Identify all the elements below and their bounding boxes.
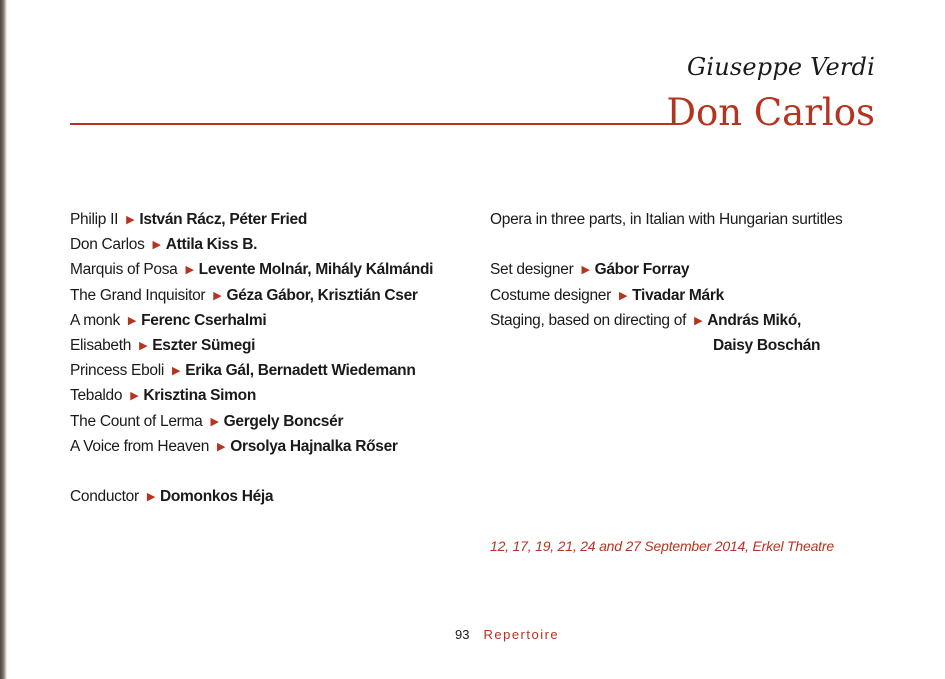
triangle-right-icon: ▶ xyxy=(139,339,148,352)
performer-names: Gergely Boncsér xyxy=(223,412,344,430)
role-label: Elisabeth xyxy=(70,336,132,354)
triangle-right-icon: ▶ xyxy=(146,491,155,504)
cast-row xyxy=(70,358,433,383)
credit-row xyxy=(490,257,843,282)
cast-row xyxy=(70,207,433,232)
performer-names: Eszter Sümegi xyxy=(152,336,256,354)
triangle-right-icon: ▶ xyxy=(619,289,628,302)
triangle-right-icon: ▶ xyxy=(127,314,137,327)
triangle-right-icon: ▶ xyxy=(581,264,590,277)
triangle-right-icon: ▶ xyxy=(210,415,219,428)
performer-names: Levente Molnár, Mihály Kálmándi xyxy=(198,261,434,279)
section-name: Repertoire xyxy=(483,627,560,642)
credit-row xyxy=(490,283,843,308)
credit-name: Tivadar Márk xyxy=(632,286,724,304)
opera-description xyxy=(490,207,843,232)
cast-row xyxy=(70,383,433,408)
cast-row xyxy=(70,283,433,308)
triangle-right-icon: ▶ xyxy=(152,239,161,252)
spacer xyxy=(70,459,433,484)
spacer xyxy=(490,232,843,257)
role-label: Staging, based on directing of xyxy=(490,311,687,329)
opera-title: Don Carlos xyxy=(666,91,875,134)
production-info xyxy=(490,207,843,358)
page-footer xyxy=(455,627,559,642)
role-label: Philip II xyxy=(70,211,119,228)
triangle-right-icon: ▶ xyxy=(130,390,139,403)
performer-names: Ferenc Cserhalmi xyxy=(141,311,267,329)
role-label: Conductor xyxy=(70,488,139,506)
role-label: The Count of Lerma xyxy=(70,412,203,430)
conductor-row xyxy=(70,484,433,509)
composer-name: Giuseppe Verdi xyxy=(686,53,875,81)
performer-names: Orsolya Hajnalka Rőser xyxy=(230,437,398,455)
performer-names: Attila Kiss B. xyxy=(165,236,258,254)
role-label: Don Carlos xyxy=(70,236,145,254)
performance-dates: 12, 17, 19, 21, 24 and 27 September 2014, Erkel Theatre xyxy=(490,538,834,554)
role-label: Set designer xyxy=(490,261,574,279)
role-label: Marquis of Posa xyxy=(70,261,178,279)
cast-row xyxy=(70,409,433,434)
cast-row xyxy=(70,308,433,333)
role-label: Princess Eboli xyxy=(70,362,165,380)
cast-row xyxy=(70,333,433,358)
credit-name: András Mikó, xyxy=(707,311,801,329)
credit-row-continued xyxy=(490,333,843,358)
triangle-right-icon: ▶ xyxy=(213,289,222,302)
conductor-name: Domonkos Héja xyxy=(160,488,274,506)
credit-name: Daisy Boschán xyxy=(713,336,821,354)
title-rule xyxy=(70,123,679,125)
triangle-right-icon: ▶ xyxy=(217,440,226,453)
triangle-right-icon: ▶ xyxy=(126,214,135,226)
role-label: Costume designer xyxy=(490,286,611,304)
performer-names: Erika Gál, Bernadett Wiedemann xyxy=(185,362,416,380)
triangle-right-icon: ▶ xyxy=(185,264,194,277)
triangle-right-icon: ▶ xyxy=(694,314,703,327)
cast-row xyxy=(70,232,433,257)
role-label: Tebaldo xyxy=(70,387,123,405)
performer-names: Krisztina Simon xyxy=(143,387,257,405)
performer-names: István Rácz, Péter Fried xyxy=(139,211,307,228)
cast-list xyxy=(70,207,433,509)
credit-row xyxy=(490,308,843,333)
performer-names: Géza Gábor, Krisztián Cser xyxy=(226,286,418,304)
credit-name: Gábor Forray xyxy=(594,261,690,279)
cast-row xyxy=(70,257,433,282)
page-edge-shadow xyxy=(0,0,7,679)
cast-row xyxy=(70,434,433,459)
triangle-right-icon: ▶ xyxy=(172,365,181,378)
role-label: A monk xyxy=(70,311,120,329)
description-text: Opera in three parts, in Italian with Hungarian surtitles xyxy=(490,211,843,228)
role-label: A Voice from Heaven xyxy=(70,437,210,455)
role-label: The Grand Inquisitor xyxy=(70,286,206,304)
page-number: 93 xyxy=(455,627,470,642)
